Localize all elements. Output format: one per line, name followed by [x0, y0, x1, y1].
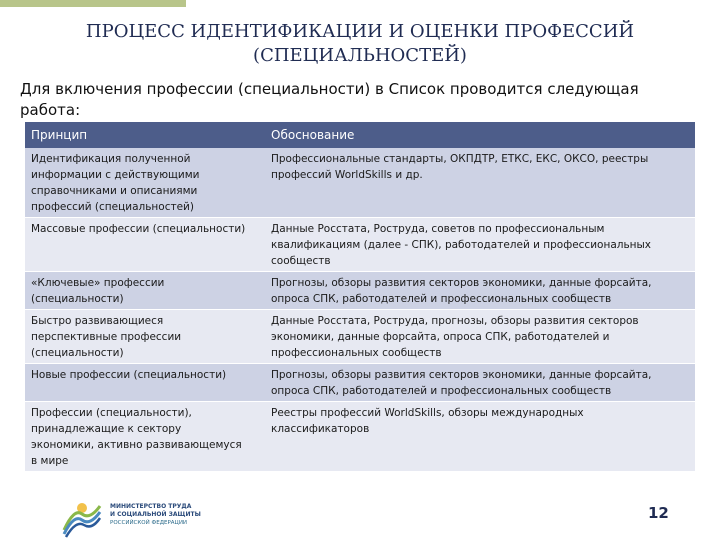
principle-cell [25, 364, 265, 402]
table-row [25, 218, 695, 272]
table-row [25, 272, 695, 310]
basis-line: Данные Росстата, Роструда, советов по профессиональным [271, 223, 605, 235]
footer-ministry [60, 500, 220, 538]
basis-line: экономики, данные форсайта, опроса СПК, работодателей и [271, 331, 610, 343]
principle-line: Массовые профессии (специальности) [31, 223, 246, 235]
ministry-line-2: И СОЦИАЛЬНОЙ ЗАЩИТЫ [110, 511, 201, 518]
principle-cell [25, 218, 265, 272]
basis-line: квалификациям (далее - СПК), работодателей и профессиональных [271, 239, 652, 251]
basis-line: Реестры профессий WorldSkills, обзоры международных [271, 407, 584, 419]
ministry-logo-icon [60, 500, 104, 538]
principle-line: Новые профессии (специальности) [31, 369, 227, 381]
principle-line: справочниками и описаниями [31, 185, 198, 197]
basis-cell [265, 364, 695, 402]
page-title [20, 20, 700, 68]
basis-line: Профессиональные стандарты, ОКПДТР, ЕТКС, ЕКС, ОКСО, реестры [271, 153, 649, 165]
table-row [25, 148, 695, 218]
principle-cell [25, 148, 265, 218]
basis-line: Прогнозы, обзоры развития секторов экономики, данные форсайта, [271, 277, 652, 289]
table-row [25, 402, 695, 472]
principle-line: информации с действующими [31, 169, 200, 181]
basis-line: опроса СПК, работодателей и профессиональных сообществ [271, 293, 612, 305]
title-line-1: ПРОЦЕСС ИДЕНТИФИКАЦИИ И ОЦЕНКИ ПРОФЕССИЙ [85, 21, 635, 42]
intro-line-1: Для включения профессии (специальности) в Список проводится следующая [20, 80, 639, 98]
basis-line: профессиональных сообществ [271, 347, 442, 359]
principle-line: Идентификация полученной [31, 153, 191, 165]
ministry-line-1: МИНИСТЕРСТВО ТРУДА [110, 503, 192, 510]
intro-text [20, 79, 700, 121]
basis-line: Прогнозы, обзоры развития секторов экономики, данные форсайта, [271, 369, 652, 381]
basis-line: профессий WorldSkills и др. [271, 169, 423, 181]
intro-line-2: работа: [20, 101, 81, 119]
basis-line: опроса СПК, работодателей и профессиональных сообществ [271, 385, 612, 397]
ministry-line-3: РОССИЙСКОЙ ФЕДЕРАЦИИ [110, 520, 188, 526]
basis-cell [265, 272, 695, 310]
basis-line: классификаторов [271, 423, 370, 435]
principle-cell [25, 272, 265, 310]
table-row [25, 364, 695, 402]
principle-line: профессий (специальностей) [31, 201, 194, 213]
basis-cell [265, 218, 695, 272]
top-accent-bar [0, 0, 186, 7]
principle-line: «Ключевые» профессии [31, 277, 165, 289]
page-number: 12 [648, 504, 669, 522]
principle-cell [25, 310, 265, 364]
principle-line: принадлежащие к сектору [31, 423, 182, 435]
basis-cell [265, 148, 695, 218]
basis-line: Данные Росстата, Роструда, прогнозы, обзоры развития секторов [271, 315, 639, 327]
principle-line: Профессии (специальности), [31, 407, 192, 419]
basis-line: сообществ [271, 255, 331, 267]
ministry-name [110, 503, 220, 527]
table-row [25, 310, 695, 364]
principle-line: Быстро развивающиеся [31, 315, 164, 327]
principle-line: (специальности) [31, 347, 124, 359]
principle-line: (специальности) [31, 293, 124, 305]
basis-cell [265, 310, 695, 364]
principle-line: в мире [31, 455, 69, 467]
professions-table [25, 122, 695, 472]
title-line-2: (СПЕЦИАЛЬНОСТЕЙ) [253, 45, 467, 66]
basis-cell [265, 402, 695, 472]
principle-line: экономики, активно развивающемуся [31, 439, 242, 451]
header-principle: Принцип [25, 122, 265, 148]
header-basis: Обоснование [265, 122, 695, 148]
principle-line: перспективные профессии [31, 331, 182, 343]
principle-cell [25, 402, 265, 472]
table-header-row [25, 122, 695, 148]
